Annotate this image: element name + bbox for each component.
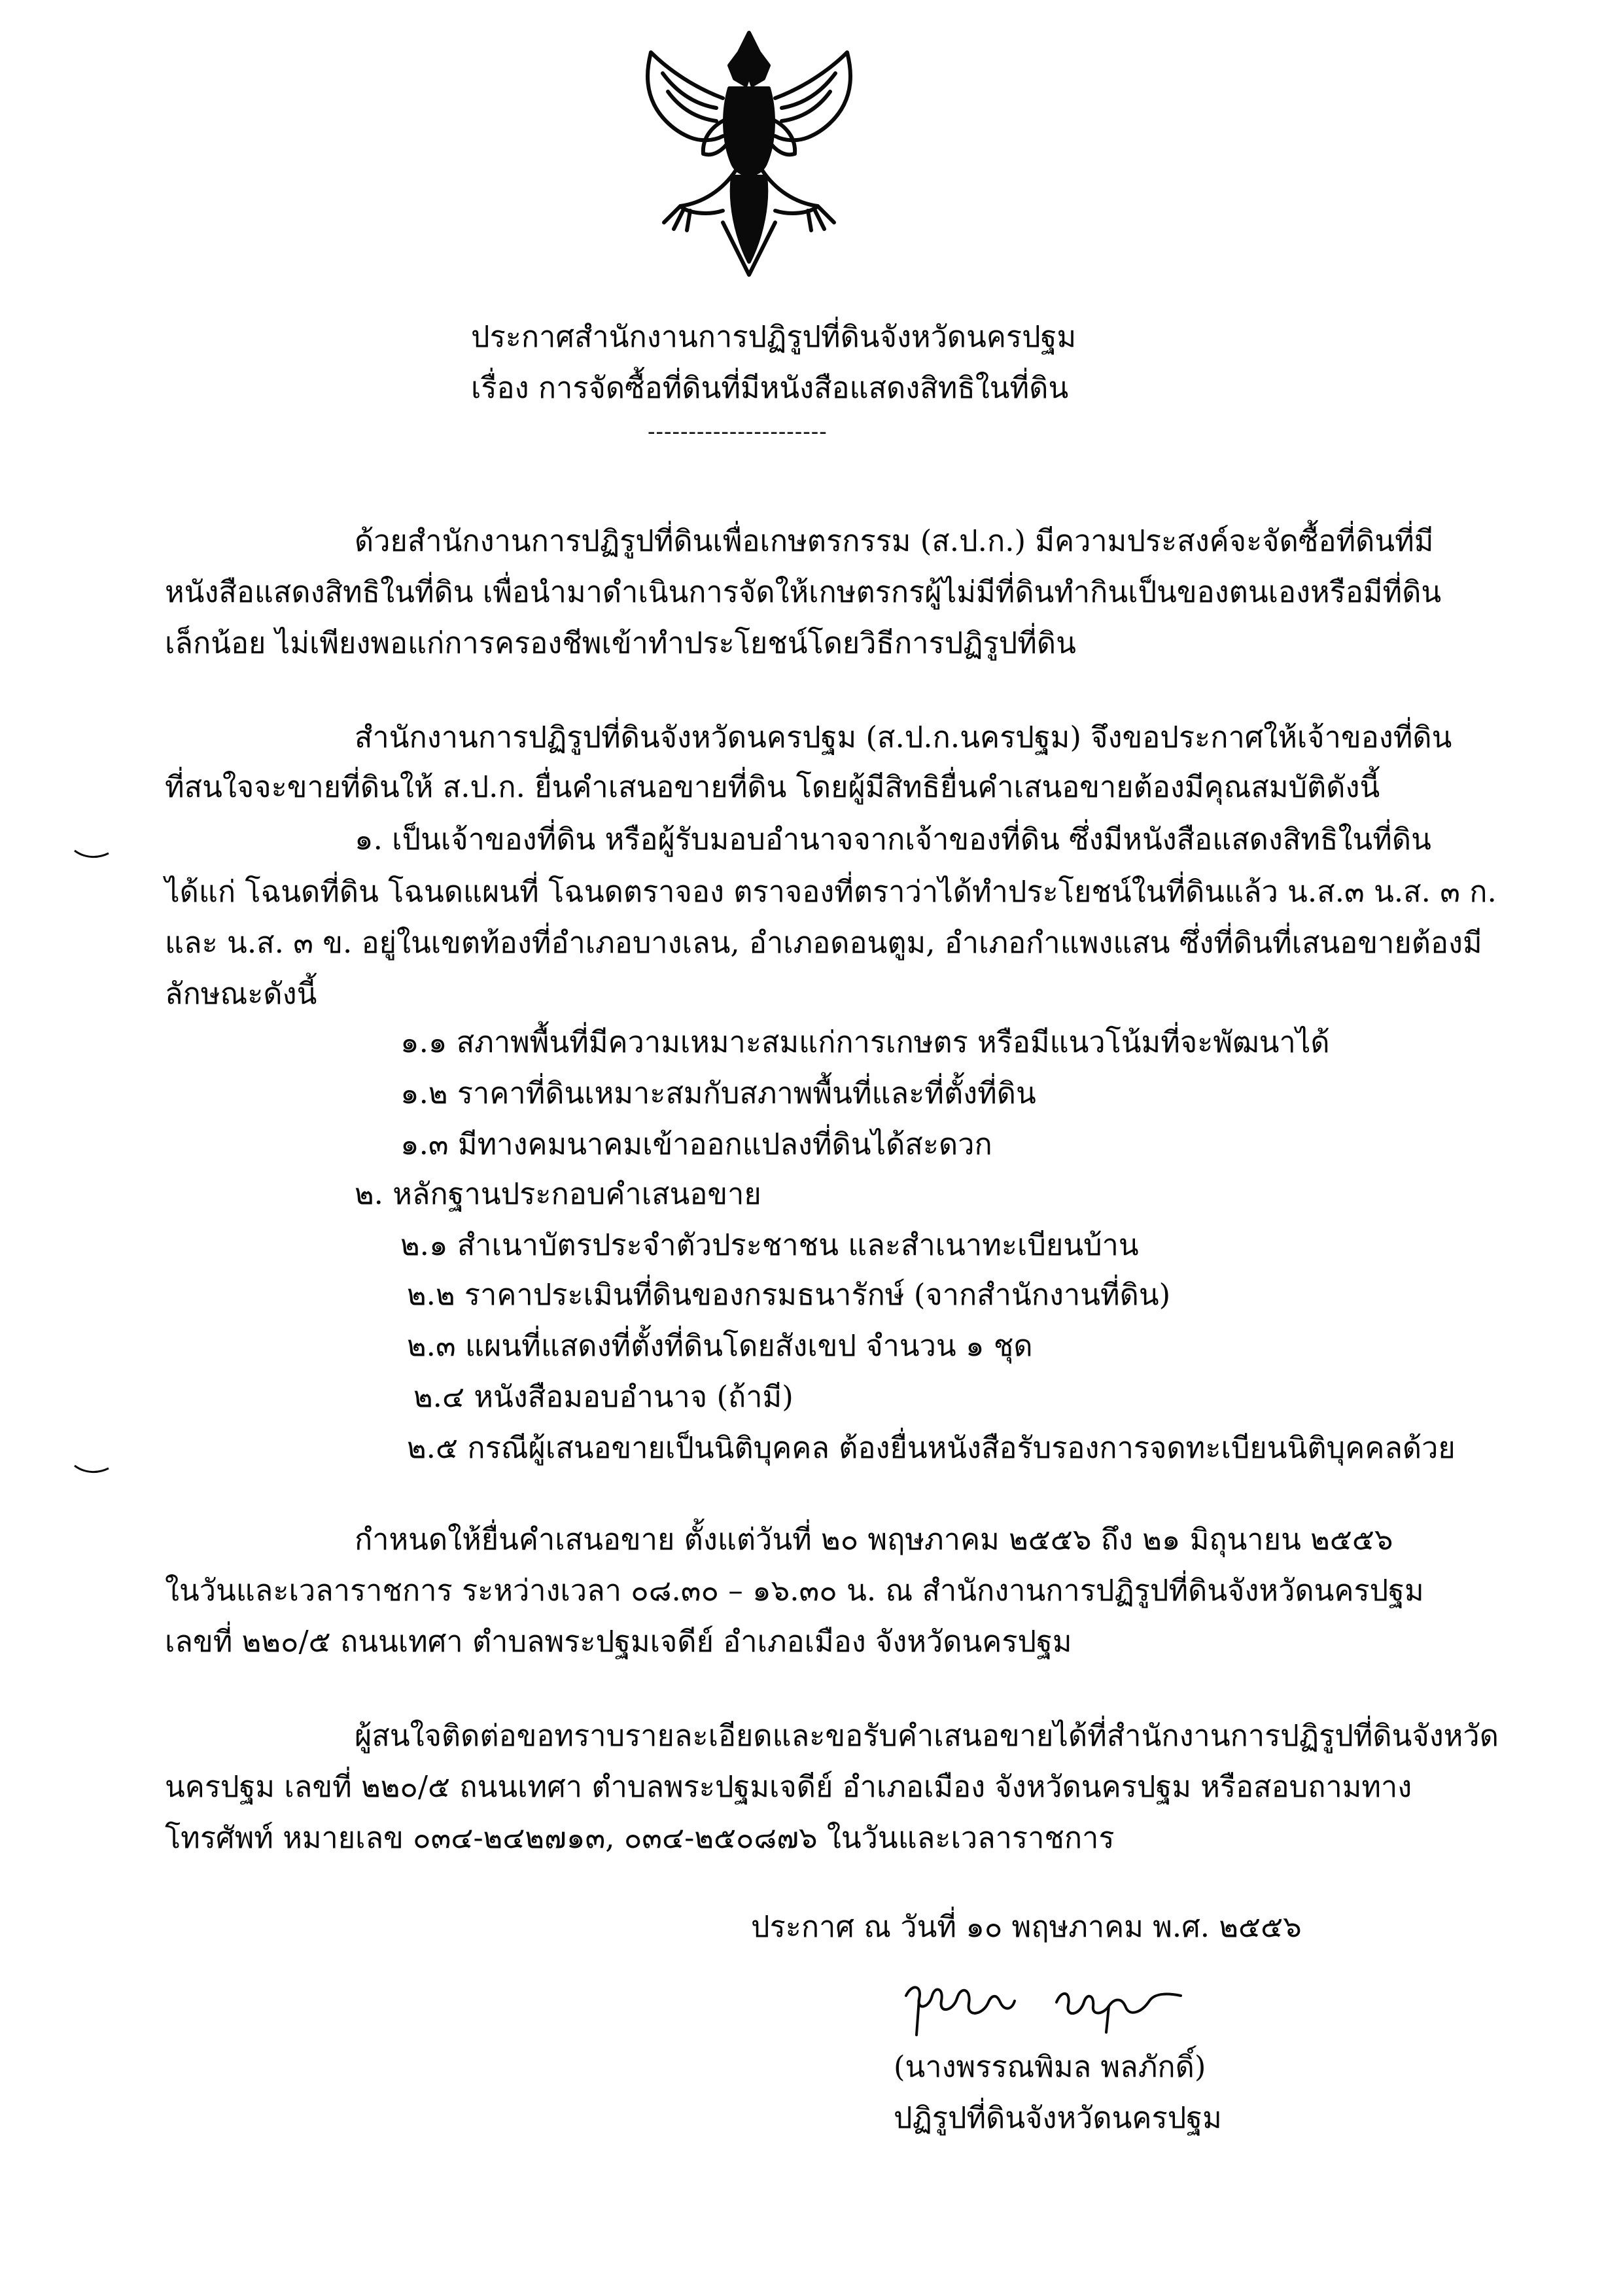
paragraph-3-line-2: ในวันและเวลาราชการ ระหว่างเวลา ๐๘.๓๐ – ๑๖.๓๐ น. ณ สำนักงานการปฏิรูปที่ดินจังหวัดนครปฐม (165, 1573, 1424, 1608)
item-2-sub-5: ๒.๕ กรณีผู้เสนอขายเป็นนิติบุคคล ต้องยื่นหนังสือรับรองการจดทะเบียนนิติบุคคลด้วย (407, 1430, 1456, 1465)
paragraph-1-line-3: เล็กน้อย ไม่เพียงพอแก่การครองชีพเข้าทำประโยชน์โดยวิธีการปฏิรูปที่ดิน (165, 626, 1076, 660)
header-divider: ---------------------- (648, 419, 828, 445)
paragraph-4-line-2: นครปฐม เลขที่ ๒๒๐/๕ ถนนเทศา ตำบลพระปฐมเจดีย์ อำเภอเมือง จังหวัดนครปฐม หรือสอบถามทาง (165, 1769, 1412, 1804)
item-1-line-1: ๑. เป็นเจ้าของที่ดิน หรือผู้รับมอบอำนาจจากเจ้าของที่ดิน ซึ่งมีหนังสือแสดงสิทธิในที่ดิน (355, 822, 1431, 857)
item-1-line-4: ลักษณะดังนี้ (165, 976, 317, 1011)
item-1-sub-1: ๑.๑ สภาพพื้นที่มีความเหมาะสมแก่การเกษตร หรือมีแนวโน้มที่จะพัฒนาได้ (400, 1025, 1330, 1059)
announcement-date: ประกาศ ณ วันที่ ๑๐ พฤษภาคม พ.ศ. ๒๕๕๖ (751, 1909, 1302, 1944)
item-2-sub-1: ๒.๑ สำเนาบัตรประจำตัวประชาชน และสำเนาทะเบียนบ้าน (400, 1227, 1139, 1262)
paragraph-2-line-2: ที่สนใจจะขายที่ดินให้ ส.ป.ก. ยื่นคำเสนอขายที่ดิน โดยผู้มีสิทธิยื่นคำเสนอขายต้องมีคุณสมบัติดังนี้ (165, 769, 1380, 804)
scan-mark (72, 848, 111, 861)
item-2-sub-4: ๒.๔ หนังสือมอบอำนาจ (ถ้ามี) (413, 1379, 794, 1414)
paragraph-3-line-1: กำหนดให้ยื่นคำเสนอขาย ตั้งแต่วันที่ ๒๐ พฤษภาคม ๒๕๕๖ ถึง ๒๑ มิถุนายน ๒๕๕๖ (355, 1522, 1393, 1557)
paragraph-1-line-2: หนังสือแสดงสิทธิในที่ดิน เพื่อนำมาดำเนินการจัดให้เกษตรกรผู้ไม่มีที่ดินทำกินเป็นของตนเองหรือมีที่ดิน (165, 574, 1442, 609)
paragraph-2-line-1: สำนักงานการปฏิรูปที่ดินจังหวัดนครปฐม (ส.ป.ก.นครปฐม) จึงขอประกาศให้เจ้าของที่ดิน (355, 720, 1452, 754)
item-2-heading: ๒. หลักฐานประกอบคำเสนอขาย (355, 1176, 761, 1211)
document-title: ประกาศสำนักงานการปฏิรูปที่ดินจังหวัดนครปฐม (471, 319, 1077, 354)
signatory-title: ปฏิรูปที่ดินจังหวัดนครปฐม (894, 2100, 1222, 2135)
item-2-sub-3: ๒.๓ แผนที่แสดงที่ตั้งที่ดินโดยสังเขป จำนวน ๑ ชุด (407, 1328, 1033, 1363)
item-1-line-2: ได้แก่ โฉนดที่ดิน โฉนดแผนที่ โฉนดตราจอง ตราจองที่ตราว่าได้ทำประโยชน์ในที่ดินแล้ว น.ส.๓ น.ส. ๓ ก. (165, 874, 1497, 909)
handwritten-signature (893, 1969, 1207, 2048)
item-1-sub-3: ๑.๓ มีทางคมนาคมเข้าออกแปลงที่ดินได้สะดวก (400, 1127, 992, 1161)
paragraph-1-line-1: ด้วยสำนักงานการปฏิรูปที่ดินเพื่อเกษตรกรรม (ส.ป.ก.) มีความประสงค์จะจัดซื้อที่ดินที่มี (355, 523, 1434, 558)
document-subject: เรื่อง การจัดซื้อที่ดินที่มีหนังสือแสดงสิทธิในที่ดิน (471, 370, 1069, 405)
paragraph-3-line-3: เลขที่ ๒๒๐/๕ ถนนเทศา ตำบลพระปฐมเจดีย์ อำเภอเมือง จังหวัดนครปฐม (165, 1624, 1072, 1659)
paragraph-4-line-1: ผู้สนใจติดต่อขอทราบรายละเอียดและขอรับคำเสนอขายได้ที่สำนักงานการปฏิรูปที่ดินจังหวัด (355, 1718, 1499, 1753)
item-1-sub-2: ๑.๒ ราคาที่ดินเหมาะสมกับสภาพพื้นที่และที่ตั้งที่ดิน (400, 1076, 1036, 1110)
scan-mark (72, 1463, 111, 1476)
signatory-name: (นางพรรณพิมล พลภักดิ์) (894, 2049, 1206, 2084)
garuda-emblem-icon (625, 26, 873, 281)
paragraph-4-line-3: โทรศัพท์ หมายเลข ๐๓๔-๒๔๒๗๑๓, ๐๓๔-๒๕๐๘๗๖ ในวันและเวลาราชการ (165, 1820, 1115, 1855)
item-1-line-3: และ น.ส. ๓ ข. อยู่ในเขตท้องที่อำเภอบางเลน, อำเภอดอนตูม, อำเภอกำแพงแสน ซึ่งที่ดินที่เสนอขายต้องมี (165, 925, 1482, 960)
item-2-sub-2: ๒.๒ ราคาประเมินที่ดินของกรมธนารักษ์ (จากสำนักงานที่ดิน) (407, 1277, 1171, 1312)
